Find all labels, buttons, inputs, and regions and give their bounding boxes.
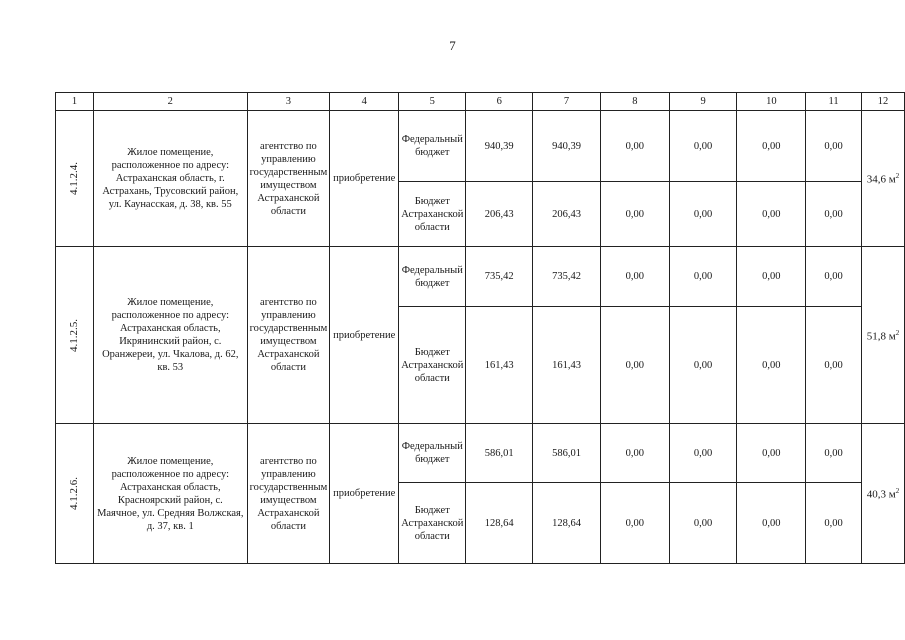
amount-cell: 128,64 (533, 483, 601, 564)
address-description: Жилое помещение, расположенное по адресу: Астраханская область, г. Астрахань, Трусовский район, ул. Каунасская, д. 38, кв. 55 (94, 111, 248, 247)
header-cell: 1 (56, 93, 94, 111)
funding-source: Федеральный бюджет (399, 111, 466, 182)
header-cell: 3 (247, 93, 330, 111)
amount-cell: 0,00 (806, 182, 862, 247)
header-cell: 2 (94, 93, 248, 111)
row-index (56, 247, 94, 424)
area-unit-exponent: 2 (895, 328, 900, 337)
area-cell (862, 247, 905, 424)
amount-cell: 940,39 (533, 111, 601, 182)
area-cell (862, 111, 905, 247)
funding-source: Бюджет Астраханской области (399, 182, 466, 247)
action-type: приобретение (330, 424, 399, 564)
amount-cell: 0,00 (600, 182, 669, 247)
row-index (56, 111, 94, 247)
amount-cell: 128,64 (466, 483, 533, 564)
amount-cell: 0,00 (669, 111, 737, 182)
action-type: приобретение (330, 111, 399, 247)
amount-cell: 0,00 (806, 307, 862, 424)
header-cell: 9 (669, 93, 737, 111)
header-cell: 11 (806, 93, 862, 111)
amount-cell: 0,00 (669, 307, 737, 424)
amount-cell: 0,00 (737, 111, 806, 182)
row-index-text: 4.1.2.6. (68, 477, 80, 510)
amount-cell: 940,39 (466, 111, 533, 182)
amount-cell: 586,01 (466, 424, 533, 483)
amount-cell: 735,42 (466, 247, 533, 307)
amount-cell: 0,00 (737, 182, 806, 247)
row-index (56, 424, 94, 564)
amount-cell: 0,00 (600, 424, 669, 483)
funding-source: Федеральный бюджет (399, 247, 466, 307)
area-value: 51,8 м (866, 330, 896, 343)
agency-name: агентство по управлению государственным имуществом Астраханской области (247, 247, 330, 424)
amount-cell: 206,43 (466, 182, 533, 247)
amount-cell: 0,00 (600, 111, 669, 182)
amount-cell: 0,00 (737, 247, 806, 307)
row-index-text: 4.1.2.4. (68, 162, 80, 195)
amount-cell: 586,01 (533, 424, 601, 483)
address-description: Жилое помещение, расположенное по адресу: Астраханская область, Красноярский район, с. Маячное, ул. Средняя Волжская, д. 37, кв. 1 (94, 424, 248, 564)
amount-cell: 0,00 (737, 424, 806, 483)
amount-cell: 0,00 (806, 483, 862, 564)
header-cell: 5 (399, 93, 466, 111)
amount-cell: 0,00 (806, 424, 862, 483)
area-value: 40,3 м (866, 488, 896, 501)
area-value: 34,6 м (866, 173, 896, 186)
funding-source: Бюджет Астраханской области (399, 483, 466, 564)
amount-cell: 0,00 (669, 424, 737, 483)
row-index-text: 4.1.2.5. (68, 318, 80, 352)
amount-cell: 161,43 (466, 307, 533, 424)
amount-cell: 0,00 (737, 483, 806, 564)
amount-cell: 735,42 (533, 247, 601, 307)
amount-cell: 0,00 (669, 483, 737, 564)
amount-cell: 0,00 (600, 483, 669, 564)
table-row (56, 111, 905, 182)
funding-source: Федеральный бюджет (399, 424, 466, 483)
amount-cell: 206,43 (533, 182, 601, 247)
address-description: Жилое помещение, расположенное по адресу: Астраханская область, Икрянинский район, с. Оранжереи, ул. Чкалова, д. 62, кв. 53 (94, 247, 248, 424)
amount-cell: 0,00 (737, 307, 806, 424)
header-row (56, 93, 905, 111)
header-cell: 4 (330, 93, 399, 111)
amount-cell: 0,00 (669, 247, 737, 307)
area-unit-exponent: 2 (895, 172, 900, 181)
table-row (56, 424, 905, 483)
budget-table (55, 92, 905, 564)
amount-cell: 0,00 (600, 247, 669, 307)
area-unit-exponent: 2 (895, 487, 900, 496)
header-cell: 6 (466, 93, 533, 111)
header-cell: 10 (737, 93, 806, 111)
page-number: 7 (449, 38, 456, 53)
action-type: приобретение (330, 247, 399, 424)
agency-name: агентство по управлению государственным имуществом Астраханской области (247, 424, 330, 564)
amount-cell: 161,43 (533, 307, 601, 424)
amount-cell: 0,00 (806, 111, 862, 182)
amount-cell: 0,00 (669, 182, 737, 247)
amount-cell: 0,00 (806, 247, 862, 307)
header-cell: 7 (533, 93, 601, 111)
header-cell: 8 (600, 93, 669, 111)
table-row (56, 247, 905, 307)
agency-name: агентство по управлению государственным имуществом Астраханской области (247, 111, 330, 247)
amount-cell: 0,00 (600, 307, 669, 424)
funding-source: Бюджет Астраханской области (399, 307, 466, 424)
header-cell: 12 (862, 93, 905, 111)
area-cell (862, 424, 905, 564)
